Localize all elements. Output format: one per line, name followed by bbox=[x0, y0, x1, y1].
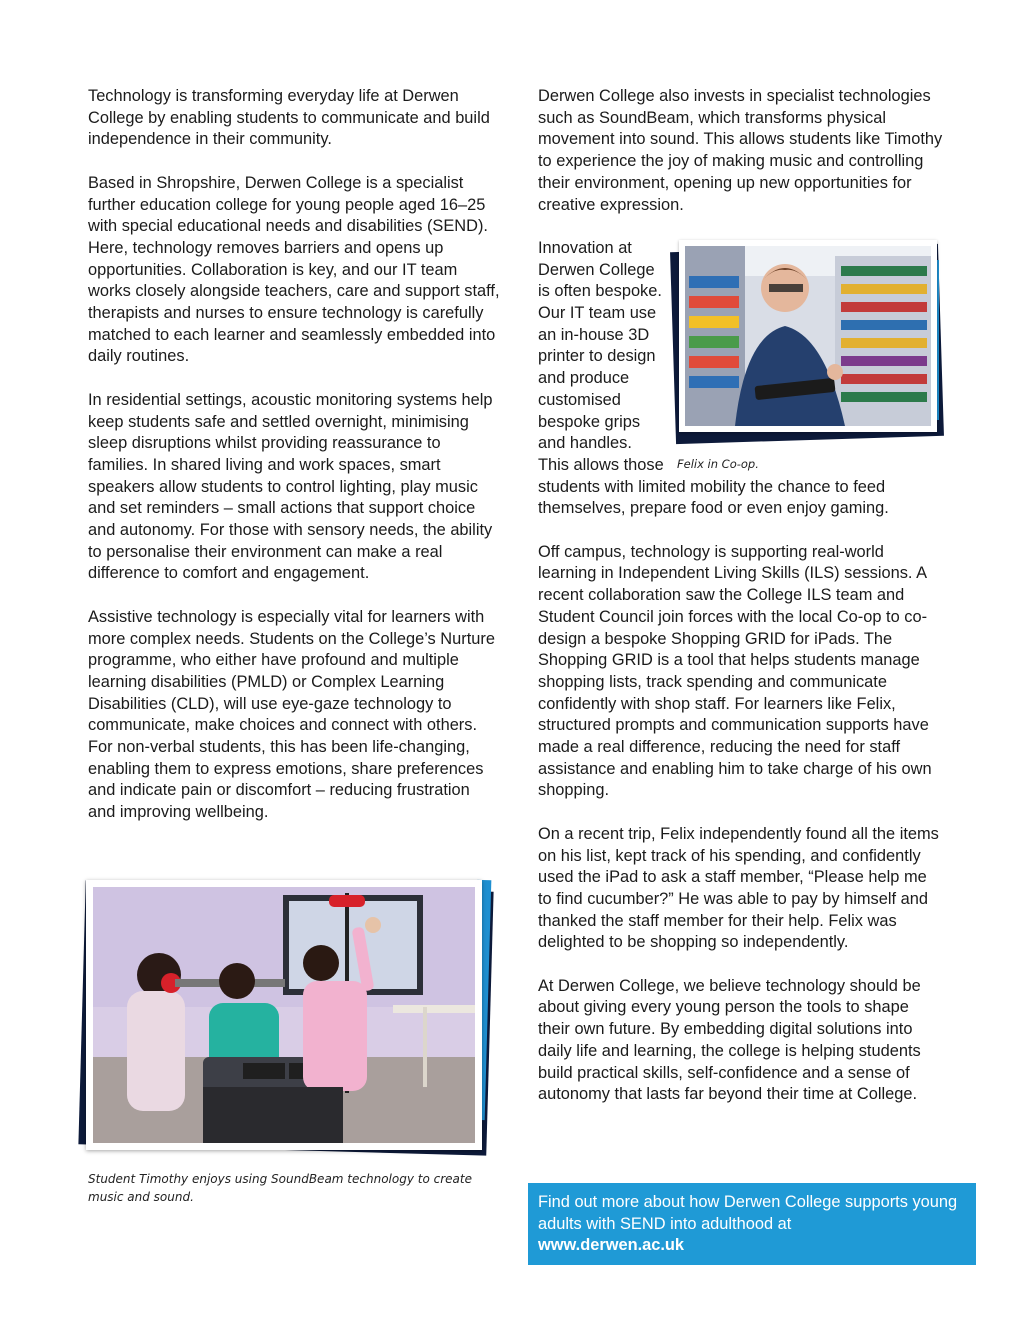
article-paragraph: At Derwen College, we believe technology should be about giving every young person the tools to shape their own future. By embedding digital solutions into daily life and learning, the college is helping students build practical skills, self-confidence and a sense of autonomy that lasts far beyond their time at College. bbox=[538, 976, 921, 1104]
cta-box bbox=[528, 1183, 976, 1265]
timothy-photo bbox=[86, 880, 482, 1150]
felix-photo bbox=[679, 240, 937, 432]
right-column bbox=[538, 86, 943, 1128]
wrapped-paragraph bbox=[538, 238, 943, 520]
timothy-photo-figure bbox=[78, 872, 506, 1162]
article-paragraph: On a recent trip, Felix independently found all the items on his list, kept track of his spending, and confidently used the iPad to ask a staff member, “Please help me to find cucumber?” He was able to pay by himself and thanked the staff member for their help. Felix was delighted to be shopping so independently. bbox=[538, 824, 939, 952]
felix-photo-figure bbox=[673, 240, 943, 470]
website-link[interactable]: www.derwen.ac.uk bbox=[538, 1236, 685, 1254]
article-paragraph: In residential settings, acoustic monitoring systems help keep students safe and settled overnight, minimising sleep disruptions whilst providing reassurance to families. In shared living and work spaces, smart speakers allow students to control lighting, play music and set reminders – small actions that support choice and autonomy. For those with sensory needs, the ability to personalise their environment can make a real difference to comfort and engagement. bbox=[88, 390, 493, 583]
felix-shop-image bbox=[685, 246, 931, 426]
article-paragraph: Derwen College also invests in specialist technologies such as SoundBeam, which transforms physical movement into sound. This allows students like Timothy to experience the joy of making music and controlling their environment, opening up new opportunities for creative expression. bbox=[538, 87, 943, 214]
timothy-photo-caption: Student Timothy enjoys using SoundBeam technology to create music and sound. bbox=[88, 1172, 472, 1204]
article-paragraph: Based in Shropshire, Derwen College is a specialist further education college for young people aged 16–25 with special educational needs and disabilities (SEND). Here, technology removes barriers and opens up opportunities. Collaboration is key, and our IT team works closely alongside teachers, care and support staff, therapists and nurses to ensure technology is carefully matched to each learner and seamlessly embedded into daily routines. bbox=[88, 173, 500, 366]
cta-text: Find out more about how Derwen College supports young adults with SEND into adulthood at bbox=[538, 1193, 958, 1233]
article-paragraph: Off campus, technology is supporting real-world learning in Independent Living Skills (ILS) sessions. A recent collaboration saw the College ILS team and Student Council join forces with the local Co-op to co-design a bespoke Shopping GRID for iPads. The Shopping GRID is a tool that helps students manage shopping lists, track spending and communicate confidently with shop staff. For learners like Felix, structured prompts and communication supports have made a real difference, reducing the need for staff assistance and enabling him to take charge of his own shopping. bbox=[538, 542, 932, 800]
felix-photo-caption: Felix in Co-op. bbox=[677, 456, 759, 471]
article-paragraph: Technology is transforming everyday life at Derwen College by enabling students to communicate and build independence in their community. bbox=[88, 87, 490, 149]
soundbeam-classroom-image bbox=[93, 887, 475, 1143]
article-paragraph: Innovation at Derwen College is often bespoke. Our IT team use an in-house 3D printer to design and produce customised bespoke grips and handles. This allows those students with limited mobility the chance to feed themselves, prepare food or even enjoy gaming. bbox=[538, 238, 889, 518]
left-column bbox=[88, 86, 500, 846]
article-paragraph: Assistive technology is especially vital for learners with more complex needs. Students on the College’s Nurture programme, who either have profound and multiple learning disabilities (PMLD) or Complex Learning Disabilities (CLD), will use eye-gaze technology to communicate, make choices and connect with others. For non-verbal students, this has been life-changing, enabling them to express emotions, share preferences and indicate pain or discomfort – reducing frustration and improving wellbeing. bbox=[88, 607, 495, 822]
